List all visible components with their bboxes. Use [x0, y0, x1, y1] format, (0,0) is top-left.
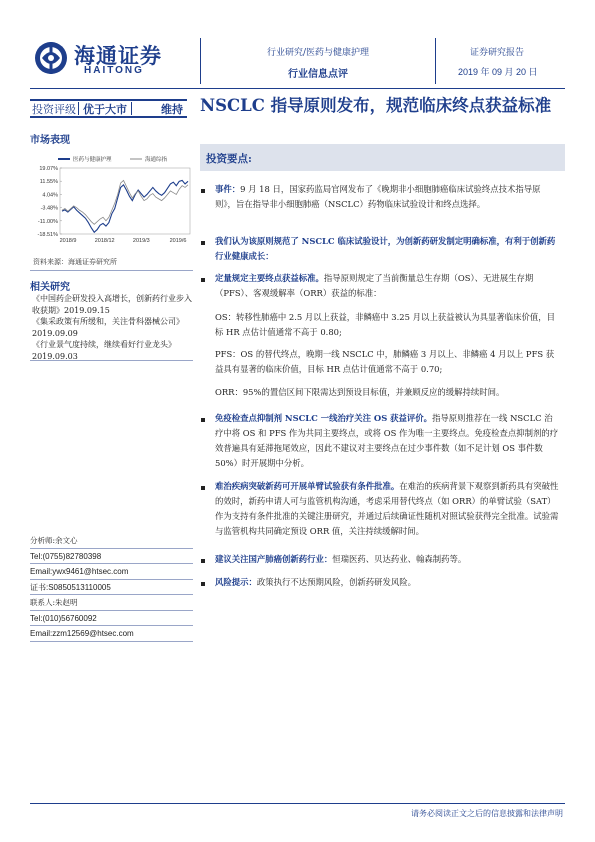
x-tick-label: 2019/3 [132, 238, 150, 244]
suggest-text: 恒瑞医药、贝达药业、翰森制药等。 [332, 554, 467, 564]
report-label: 证券研究报告 [470, 48, 525, 58]
view-paragraph: 我们认为该原则规范了 NSCLC 临床试验设计，为创新药研发制定明确标准，有利于创新药行业健康成长： [215, 236, 556, 261]
event-lead: 事件： [215, 184, 241, 194]
report-type: 行业信息点评 [288, 69, 348, 80]
legend-label: 海通综指 [145, 157, 168, 163]
contact-tel: Tel:(010)56760092 [30, 611, 193, 627]
endpoint-lead: 定量规定主要终点获益标准。 [215, 273, 324, 283]
y-tick-label: -3.48% [40, 205, 58, 212]
section-rule [30, 360, 193, 361]
chart-legend [58, 155, 168, 163]
analyst-name: 分析师:余文心 [30, 533, 193, 549]
logo-text-en: HAITONG [84, 65, 144, 76]
report-title: NSCLC 指导原则发布，规范临床终点获益标准 [200, 96, 552, 115]
event-text: 9 月 18 日，国家药监局官网发布了《晚期非小细胞肺癌临床试验终点技术指导原则》，旨在指导非小细胞肺癌（NSCLC）药物临床试验设计和终点选择。 [215, 184, 541, 209]
header-rule [30, 88, 565, 89]
x-tick-label: 2018/9 [59, 238, 77, 244]
endpoint-text: 指导原则规定了当前衡量总生存期（OS）、无进展生存期（PFS）、客观缓解率（ORR）获益的标准： [215, 273, 534, 298]
bullet-icon [201, 559, 205, 563]
legend-label: 医药与健康护理 [73, 157, 112, 163]
bullet-icon [201, 418, 205, 422]
orr-paragraph: ORR：95%的置信区间下限需达到预设目标值，并兼顾反应的缓解持续时间。 [215, 387, 505, 397]
analyst-email[interactable]: Email:ywx9461@htsec.com [30, 564, 193, 580]
chart-lines [62, 180, 188, 232]
market-performance-chart [30, 148, 193, 251]
sat-text: 在难治的疾病背景下观察到新药具有突破性的效时，新药申请人可与监管机构沟通，考虑采用替代终点（如 ORR）的单臂试验（SAT）作为支持有条件批准的关键注册研究，并通过后续确证性随机对照试验获得完全批准。试验需与监管机构共同确定预设 ORR 值，关注持续缓解时间。 [215, 481, 559, 536]
key-points-bar [200, 144, 565, 171]
header-divider [200, 38, 201, 84]
analyst-cert: 证书:S0850513110005 [30, 580, 193, 596]
rating-label: 投资评级 [32, 102, 76, 116]
haitong-logo [34, 38, 184, 80]
event-paragraph [215, 182, 560, 212]
endpoint-paragraph [215, 271, 560, 301]
bullet-icon [201, 241, 205, 245]
header-divider [435, 38, 436, 84]
risk-paragraph [215, 575, 560, 590]
footer-disclaimer: 请务必阅读正文之后的信息披露和法律声明 [411, 809, 563, 818]
risk-text: 政策执行不达预期风险，创新药研发风险。 [256, 577, 416, 587]
y-tick-label: -18.51% [37, 232, 58, 238]
bullet-icon [201, 582, 205, 586]
footer-rule [30, 803, 565, 804]
report-date: 2019 年 09 月 20 日 [458, 67, 538, 77]
rating-separator [131, 102, 132, 115]
haitong-logo-icon [34, 38, 68, 78]
related-item[interactable]: 《中国药企研发投入高增长，创新药行业步入收获期》2019.09.15 [32, 294, 192, 315]
x-tick-label: 2019/6 [169, 238, 187, 244]
key-points-heading: 投资要点: [206, 153, 252, 165]
y-tick-label: 19.07% [39, 166, 58, 172]
series-line-0 [62, 180, 188, 232]
sat-paragraph [215, 479, 560, 539]
risk-lead: 风险提示： [215, 577, 257, 587]
bullet-icon [201, 278, 205, 282]
y-tick-label: 11.55% [39, 179, 58, 186]
related-item[interactable]: 《行业景气度持续，继续看好行业龙头》2019.09.03 [32, 340, 176, 361]
logo-text-cn: 海通证券 [74, 43, 162, 68]
immuno-text: 指导原则推荐在一线 NSCLC 治疗中将 OS 和 PFS 作为共同主要终点，或将 OS 作为唯一主要终点。免疫检查点抑制剂的疗效普遍具有延滞拖尾效应，因此不建议对主要终点在过少事件数（如不足计划 OS 事件数 50%）时开展期中分析。 [215, 413, 559, 468]
suggest-paragraph [215, 552, 560, 567]
analyst-tel: Tel:(0755)82780398 [30, 549, 193, 565]
sat-lead: 难治疾病突破新药可开展单臂试验获有条件批准。 [215, 481, 400, 491]
rating-action: 维持 [161, 102, 183, 116]
chart-frame [60, 168, 190, 234]
y-tick-label: -11.00% [37, 218, 58, 225]
related-item[interactable]: 《集采政策有所缓和，关注骨科器械公司》2019.09.09 [32, 317, 184, 338]
suggest-lead: 建议关注国产肺癌创新药行业： [215, 554, 333, 564]
os-paragraph: OS：转移性肺癌中 2.5 月以上获益，非鳞癌中 3.25 月以上获益被认为具显著临床价值，目标 HR 点估计值通常不高于 0.80; [215, 312, 555, 337]
y-tick-label: 4.04% [42, 192, 58, 199]
immuno-lead: 免疫检查点抑制剂 NSCLC 一线治疗关注 OS 获益评价。 [215, 413, 433, 423]
bullet-icon [201, 486, 205, 490]
immuno-paragraph [215, 411, 560, 471]
related-list [32, 293, 192, 362]
chart-grid [60, 168, 190, 234]
bullet-icon [201, 189, 205, 193]
market-heading: 市场表现 [30, 135, 70, 146]
rating-value: 优于大市 [83, 102, 127, 116]
analyst-info [30, 533, 193, 642]
pfs-paragraph: PFS：OS 的替代终点，晚期一线 NSCLC 中，肺鳞癌 3 月以上、非鳞癌 4 月以上 PFS 获益具有显著的临床价值，目标 HR 点估计值通常不高于 0.70; [215, 349, 555, 374]
chart-source: 资料来源：海通证券研究所 [33, 258, 117, 266]
related-heading: 相关研究 [30, 282, 70, 293]
contact-email[interactable]: Email:zzm12569@htsec.com [30, 626, 193, 642]
rating-bar [30, 99, 187, 118]
x-tick-label: 2018/12 [94, 238, 115, 244]
section-rule [30, 270, 193, 271]
contact-name: 联系人:朱赵明 [30, 595, 193, 611]
report-category: 行业研究/医药与健康护理 [266, 48, 370, 58]
